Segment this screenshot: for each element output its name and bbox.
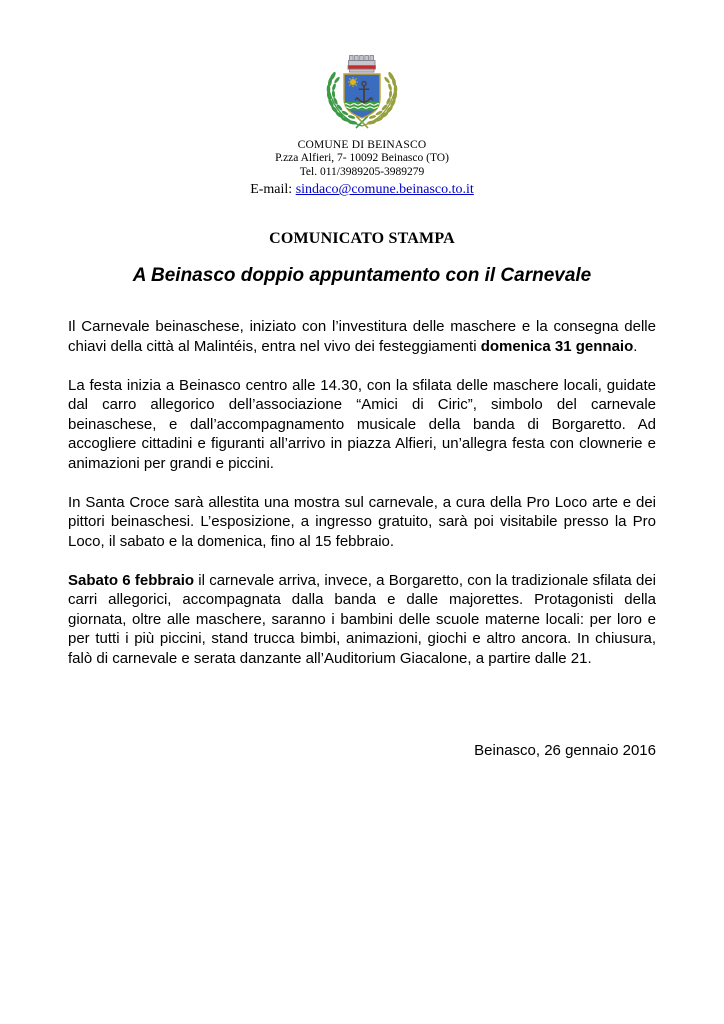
dateline: Beinasco, 26 gennaio 2016 xyxy=(474,742,656,759)
paragraph: La festa inizia a Beinasco centro alle 14.30, con la sfilata delle maschere locali, guidate dal carro allegorico dell’associazione “Amici di Ciric”, simbolo del carnevale beinaschese, e dall’accompagnamento musicale della banda di Borgaretto. Ad accogliere cittadini e figuranti all’arrivo in piazza Alfieri, un’allegra festa con clownerie e animazioni per grandi e piccini. xyxy=(68,376,656,472)
org-address: P.zza Alfieri, 7- 10092 Beinasco (TO) xyxy=(275,152,449,164)
document-body xyxy=(68,230,656,759)
paragraph: Il Carnevale beinaschese, iniziato con l’investitura delle maschere e la consegna delle chiavi della città al Malintéis, entra nel vivo dei festeggiamenti domenica 31 gennaio. xyxy=(68,318,656,355)
mural-crown xyxy=(348,56,376,73)
letterhead xyxy=(68,52,656,199)
email-label: E-mail: xyxy=(250,182,296,197)
shield xyxy=(344,74,380,118)
headline: A Beinasco doppio appuntamento con il Carnevale xyxy=(132,265,592,286)
document-type-heading: COMUNICATO STAMPA xyxy=(269,230,455,247)
org-email-line xyxy=(68,181,656,199)
sun xyxy=(348,77,358,87)
email-link[interactable]: sindaco@comune.beinasco.to.it xyxy=(295,182,474,197)
org-phone: Tel. 011/3989205-3989279 xyxy=(299,166,425,178)
paragraph: Sabato 6 febbraio il carnevale arriva, invece, a Borgaretto, con la tradizionale sfilata dei carri allegorici, accompagnata dalla banda e dalle majorettes. Protagonisti della giornata, oltre alle maschere, saranno i bambini delle scuole materne locali: per loro e per tutti i più piccini, stand trucca bimbi, animazioni, giochi e altro ancora. In chiusura, falò di carnevale e serata danzante all’Auditorium Giacalone, a partire dalle 21. xyxy=(68,571,657,667)
paragraph: In Santa Croce sarà allestita una mostra sul carnevale, a cura della Pro Loco arte e dei pittori beinaschesi. L’esposizione, a ingresso gratuito, sarà poi visitabile presso la Pro Loco, il sabato e la domenica, fino al 15 febbraio. xyxy=(68,493,656,550)
body-paragraphs xyxy=(68,317,656,668)
municipal-crest-icon xyxy=(68,52,656,134)
org-name: COMUNE DI BEINASCO xyxy=(297,139,427,151)
